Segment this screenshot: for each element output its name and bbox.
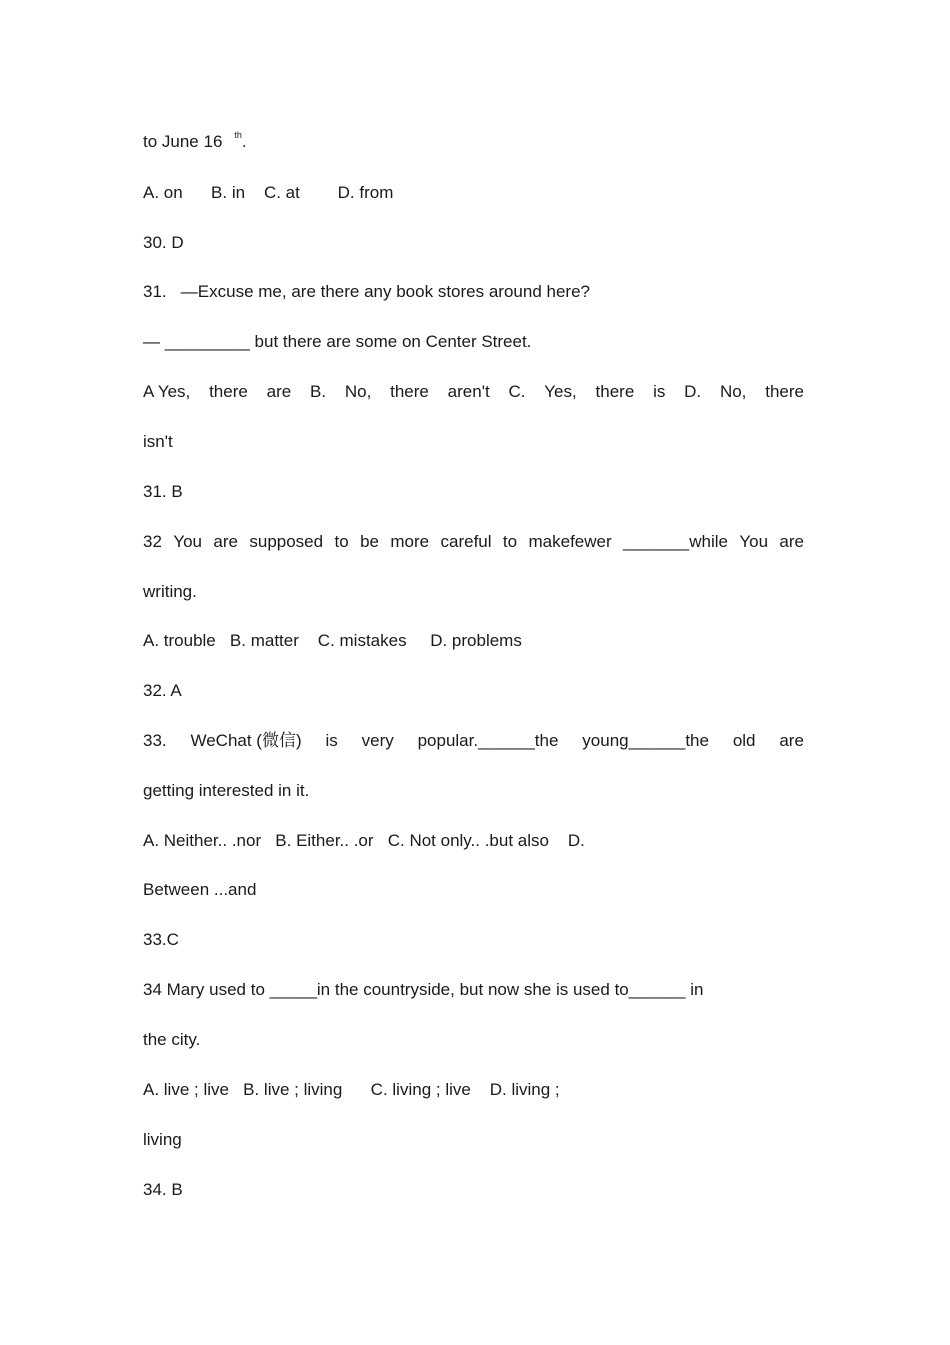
word: old [732, 731, 756, 750]
word: Yes, [544, 382, 577, 401]
question-29-continuation [143, 132, 247, 154]
word: B. [310, 382, 327, 401]
question-31-prompt: 31. —Excuse me, are there any book stores around here? [143, 282, 590, 301]
question-33-options-continuation: Between ...and [143, 880, 257, 899]
word: 32 [143, 532, 162, 551]
line-end: . [241, 132, 247, 151]
word: be [360, 532, 379, 551]
word: 33. [143, 731, 167, 750]
word: popular.______the [417, 731, 559, 750]
word: to [334, 532, 349, 551]
question-33-prompt [143, 731, 804, 751]
word: _______while [623, 532, 728, 551]
question-34-prompt: 34 Mary used to _____in the countryside, but now she is used to______ in [143, 980, 704, 999]
word: very [361, 731, 394, 750]
answer-31: 31. B [143, 482, 183, 501]
question-33-options: A. Neither.. .nor B. Either.. .or C. Not only.. .but also D. [143, 831, 585, 850]
word: No, [344, 382, 372, 401]
word: are [779, 532, 804, 551]
answer-30: 30. D [143, 233, 184, 252]
word: there [390, 382, 429, 401]
word: are [266, 382, 292, 401]
word: are [213, 532, 238, 551]
word: C. [508, 382, 526, 401]
word: more [390, 532, 430, 551]
word: D. [684, 382, 702, 401]
word: is [325, 731, 338, 750]
word: young______the [582, 731, 709, 750]
question-31-options [143, 382, 804, 402]
word: there [595, 382, 635, 401]
word: You [739, 532, 769, 551]
word: to [502, 532, 518, 551]
question-33-prompt-continuation: getting interested in it. [143, 781, 310, 800]
line-text: to June 16 [143, 132, 223, 151]
question-34-prompt-continuation: the city. [143, 1030, 201, 1049]
word: there [765, 382, 804, 401]
word: makefewer [528, 532, 612, 551]
word: are [779, 731, 804, 750]
question-31-options-continuation: isn't [143, 432, 173, 451]
question-32-options: A. trouble B. matter C. mistakes D. problems [143, 631, 522, 650]
word: No, [719, 382, 747, 401]
answer-34: 34. B [143, 1180, 183, 1199]
answer-32: 32. A [143, 681, 182, 700]
question-30-options: A. on B. in C. at D. from [143, 183, 394, 202]
answer-33: 33.C [143, 930, 179, 949]
question-34-options-continuation: living [143, 1130, 182, 1149]
word: aren't [447, 382, 490, 401]
question-32-prompt-continuation: writing. [143, 582, 197, 601]
word: A Yes, [143, 382, 191, 401]
superscript: th [234, 130, 242, 140]
question-34-options: A. live ; live B. live ; living C. living ; live D. living ; [143, 1080, 560, 1099]
word: WeChat (微信) [190, 731, 302, 750]
word: is [653, 382, 666, 401]
word: supposed [249, 532, 324, 551]
word: careful [440, 532, 492, 551]
question-32-prompt [143, 532, 804, 552]
word: there [209, 382, 248, 401]
word: You [173, 532, 202, 551]
question-31-response: — _________ but there are some on Center Street. [143, 332, 532, 351]
